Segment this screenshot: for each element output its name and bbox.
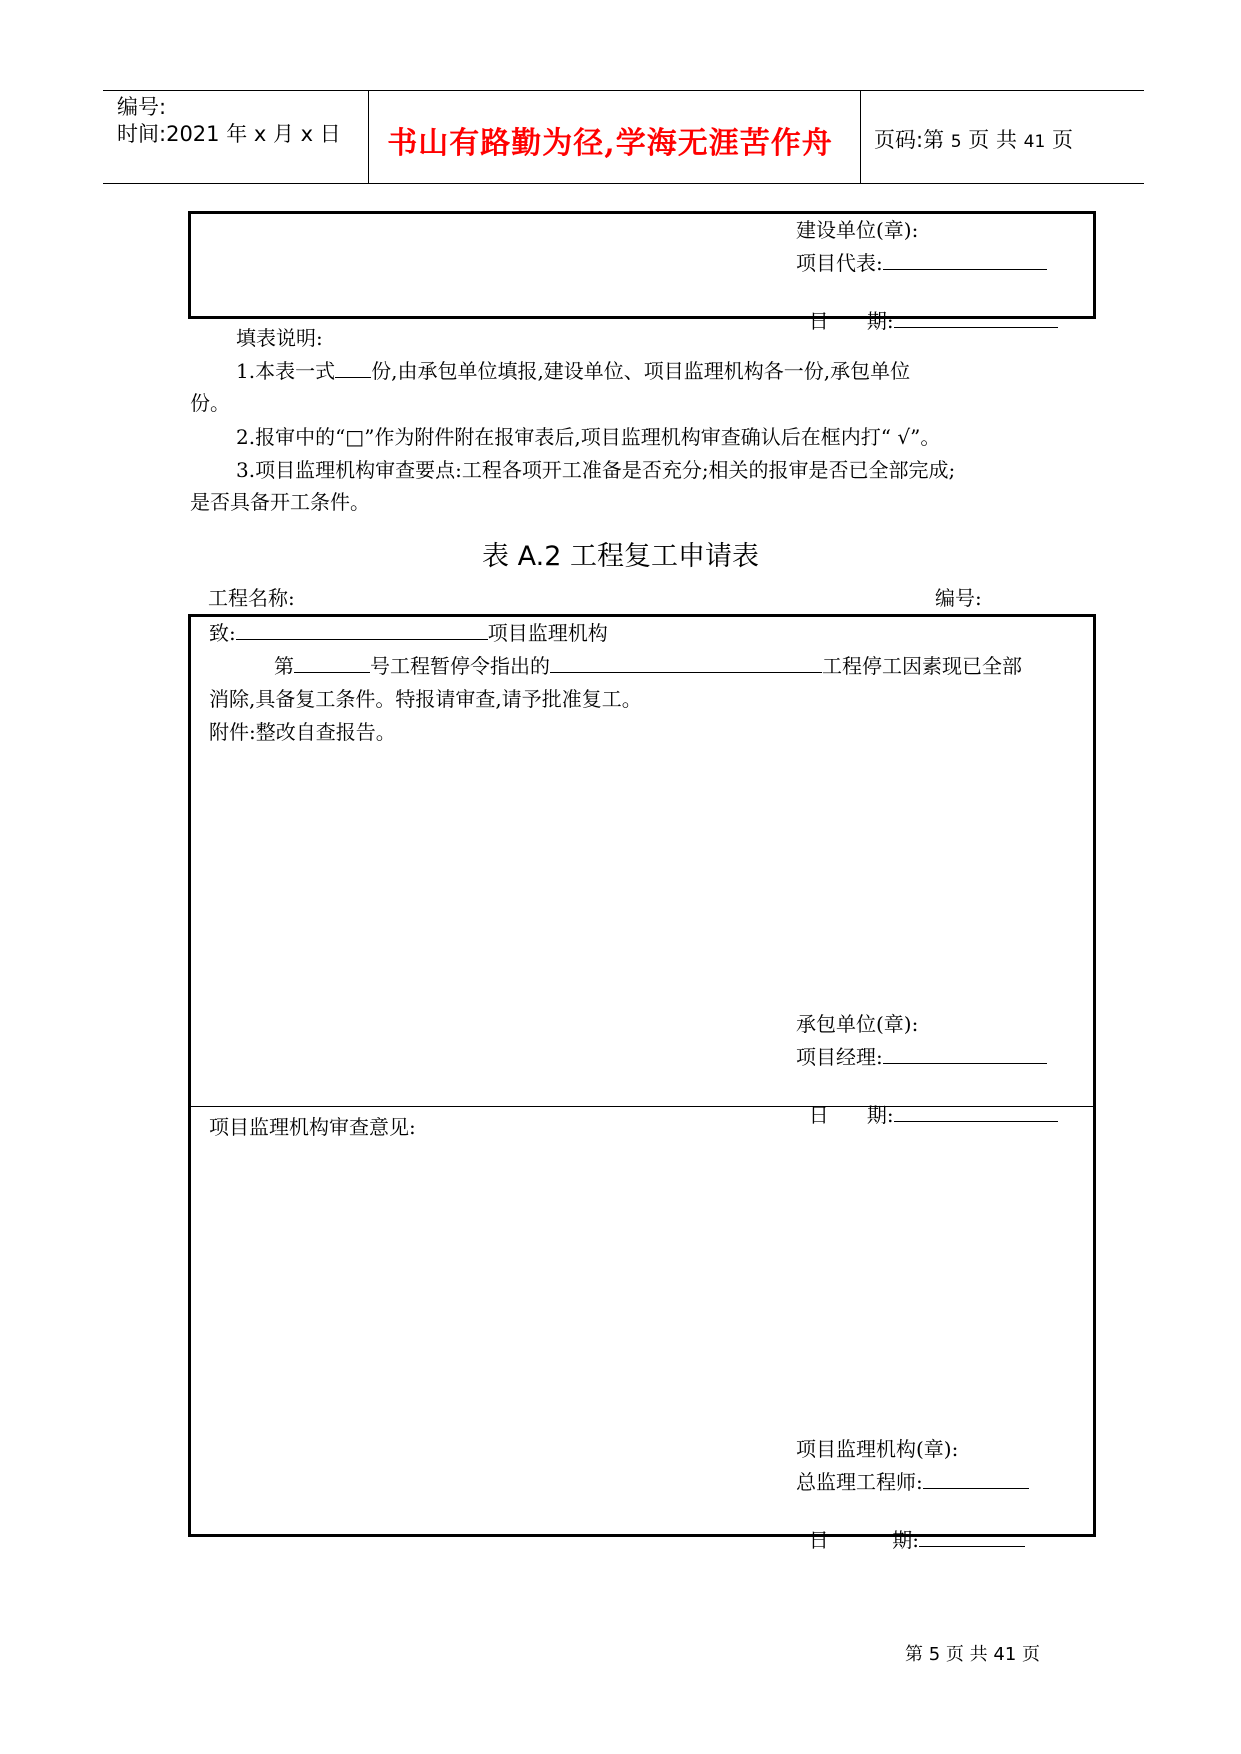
body-line-1-a: 第: [274, 654, 294, 678]
to-field: [209, 620, 608, 646]
header-page-current: 5: [950, 132, 962, 152]
copies-blank[interactable]: [335, 359, 371, 378]
body-line-2: 消除,具备复工条件。特报请审查,请予批准复工。: [209, 687, 642, 711]
body-line-1-b: 号工程暂停令指出的: [370, 654, 550, 678]
contractor-label: 承包单位(章):: [796, 1012, 919, 1036]
header-divider-left: [368, 90, 369, 183]
manager-line[interactable]: [883, 1045, 1047, 1064]
footer-current-page: 5: [928, 1644, 941, 1665]
notes-line-3: 3.项目监理机构审查要点:工程各项开工准备是否充分;相关的报审是否已全部完成;: [236, 458, 956, 482]
header-page-label: 页码:第: [874, 128, 945, 152]
supervisor-date-label: 日 期:: [808, 1528, 920, 1552]
review-opinion-label: 项目监理机构审查意见:: [209, 1115, 416, 1139]
supervisor-date-field: [796, 1501, 1025, 1553]
manager-label: 项目经理:: [796, 1045, 883, 1069]
chief-engineer-line[interactable]: [923, 1470, 1029, 1489]
header-time-label: 时间:: [117, 122, 167, 146]
header-time: [117, 121, 341, 147]
contractor-date-label: 日 期:: [808, 1103, 894, 1127]
body-line-1: [274, 653, 1022, 679]
footer-mid: 页 共: [945, 1644, 988, 1665]
notes-heading: 填表说明:: [236, 326, 323, 350]
notes-line-1-b: 份,由承包单位填报,建设单位、项目监理机构各一份,承包单位: [371, 359, 911, 383]
suspension-order-number-line[interactable]: [294, 654, 370, 673]
header-motto: 书山有路勤为径,学海无涯苦作舟: [387, 126, 833, 161]
to-recipient-line[interactable]: [236, 621, 488, 640]
to-label: 致:: [209, 621, 236, 645]
project-rep-field: [796, 250, 1047, 276]
top-date-label: 日 期:: [808, 309, 894, 333]
footer-suffix: 页: [1022, 1644, 1041, 1665]
header-page-mid: 页 共: [968, 128, 1017, 152]
body-line-1-c: 工程停工因素现已全部: [822, 654, 1022, 678]
project-rep-label: 项目代表:: [796, 251, 883, 275]
page-footer: [905, 1640, 1040, 1666]
notes-line-2: 2.报审中的“□”作为附件附在报审表后,项目监理机构审查确认后在框内打“ √”。: [236, 425, 941, 449]
notes-line-1-a: 1.本表一式: [236, 359, 336, 383]
header-page-end: 页: [1051, 128, 1073, 152]
notes-line-3-cont: 是否具备开工条件。: [190, 490, 370, 514]
chief-engineer-field: [796, 1469, 1029, 1495]
header-number-label: 编号:: [117, 95, 167, 119]
attachment-line: 附件:整改自查报告。: [209, 720, 396, 744]
footer-prefix: 第: [905, 1644, 923, 1665]
manager-field: [796, 1044, 1047, 1070]
top-date-field: [796, 282, 1058, 334]
chief-engineer-label: 总监理工程师:: [796, 1470, 923, 1494]
contractor-date-field: [796, 1076, 1058, 1128]
project-name-label: 工程名称:: [208, 586, 295, 610]
header-divider-right: [860, 90, 861, 183]
header-page-total: 41: [1023, 132, 1046, 152]
header-bottom-rule: [103, 183, 1144, 184]
form-number-label: 编号:: [935, 586, 982, 610]
header-page-info: [874, 124, 1073, 154]
project-rep-line[interactable]: [883, 251, 1047, 270]
construction-unit-label: 建设单位(章):: [796, 218, 919, 242]
footer-total-pages: 41: [993, 1644, 1017, 1665]
supervisor-date-line[interactable]: [919, 1528, 1025, 1547]
to-suffix: 项目监理机构: [487, 621, 608, 645]
top-date-line[interactable]: [894, 309, 1058, 328]
form-title: 表 A.2 工程复工申请表: [482, 541, 759, 572]
notes-line-1: [236, 358, 910, 384]
contractor-date-line[interactable]: [894, 1103, 1058, 1122]
project-scope-line[interactable]: [550, 654, 822, 673]
header-top-rule: [103, 90, 1144, 91]
supervisor-org-label: 项目监理机构(章):: [796, 1437, 959, 1461]
notes-line-1-cont: 份。: [190, 391, 230, 415]
header-time-value: 2021 年 x 月 x 日: [166, 122, 341, 146]
